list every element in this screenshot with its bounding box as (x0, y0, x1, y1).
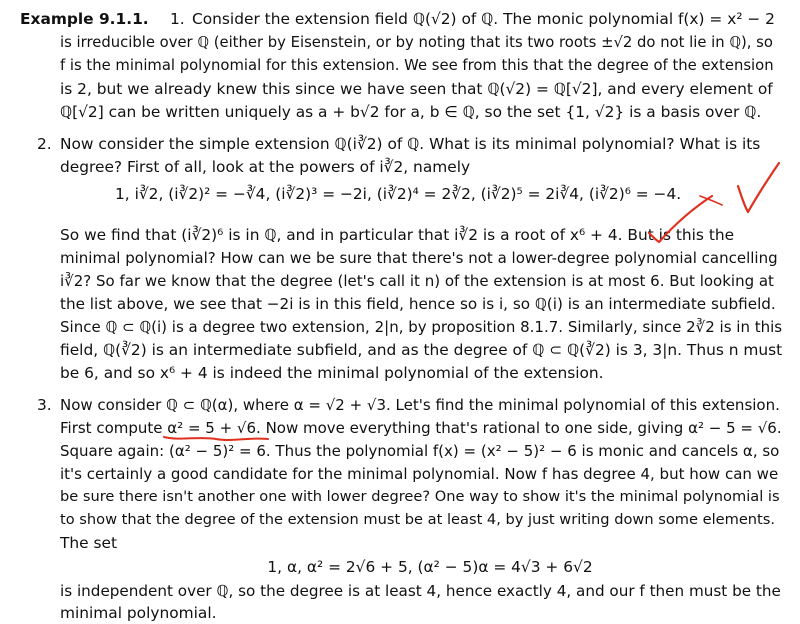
display-equation: 1, i∛2, (i∛2)² = −∛4, (i∛2)³ = −2i, (i∛2)⁴ = 2∛2, (i∛2)⁵ = 2i∛4, (i∛2)⁶ = −4. (115, 185, 682, 203)
paragraph-line: First compute α² = 5 + √6. Now move everything that's rational to one side, giving α² − 5 = √6. (60, 419, 782, 437)
paragraph-line: So we find that (i∛2)⁶ is in ℚ, and in particular that i∛2 is a root of x⁶ + 4. But is this the (60, 226, 735, 244)
paragraph-line: minimal polynomial? How can we be sure that there's not a lower-degree polynomial cancelling (60, 249, 778, 267)
paragraph-line: Square again: (α² − 5)² = 6. Thus the polynomial f(x) = (x² − 5)² − 6 is monic and cancels α, so (60, 442, 780, 460)
paragraph-line: Since ℚ ⊂ ℚ(i) is a degree two extension, 2|n, by proposition 8.1.7. Similarly, since 2∛2 is in this (60, 318, 783, 336)
paragraph-line: be 6, and so x⁶ + 4 is indeed the minimal polynomial of the extension. (60, 364, 604, 382)
paragraph-line: it's certainly a good candidate for the minimal polynomial. Now f has degree 4, but how can we (60, 465, 779, 483)
item-number: 1. (170, 10, 185, 28)
paragraph-line: The set (60, 534, 118, 552)
paragraph-line: degree? First of all, look at the powers of i∛2, namely (60, 158, 471, 176)
paragraph-line: is independent over ℚ, so the degree is at least 4, hence exactly 4, and our f then must be the (60, 582, 781, 600)
paragraph-line: minimal polynomial. (60, 604, 217, 622)
paragraph-line: is 2, but we already knew this since we have seen that ℚ(√2) = ℚ[√2], and every element of (60, 80, 773, 98)
example-heading: Example 9.1.1. (20, 10, 149, 28)
paragraph-line: is irreducible over ℚ (either by Eisenstein, or by noting that its two roots ±√2 do not lie in ℚ), so (60, 34, 773, 51)
paragraph-line: be sure there isn't another one with lower degree? One way to show it's the minimal polynomial is (60, 488, 780, 505)
paragraph-line: f is the minimal polynomial for this extension. We see from this that the degree of the extension (60, 57, 774, 74)
paragraph-line: ℚ[√2] can be written uniquely as a + b√2 for a, b ∈ ℚ, so the set {1, √2} is a basis over ℚ. (60, 103, 762, 121)
item-number: 2. (37, 135, 52, 153)
paragraph-line: field, ℚ(∛2) is an intermediate subfield, and as the degree of ℚ ⊂ ℚ(∛2) is 3, 3|n. Thus n must (60, 341, 783, 359)
display-equation: 1, α, α² = 2√6 + 5, (α² − 5)α = 4√3 + 6√2 (267, 558, 593, 576)
paragraph-line: Consider the extension field ℚ(√2) of ℚ. The monic polynomial f(x) = x² − 2 (192, 10, 775, 28)
paragraph-line: the list above, we see that −2i is in this field, hence so is i, so ℚ(i) is an intermediate subfield. (60, 295, 776, 313)
checkmark-icon (738, 163, 779, 212)
paragraph-line: i∛2? So far we know that the degree (let's call it n) of the extension is at most 6. But looking at (60, 272, 774, 290)
item-number: 3. (37, 396, 52, 414)
paragraph-line: to show that the degree of the extension must be at least 4, by just writing down some elements. (60, 511, 776, 528)
paragraph-line: Now consider the simple extension ℚ(i∛2) of ℚ. What is its minimal polynomial? What is its (60, 135, 761, 153)
paragraph-line: Now consider ℚ ⊂ ℚ(α), where α = √2 + √3. Let's find the minimal polynomial of this extension. (60, 396, 780, 414)
strike-line (700, 196, 722, 205)
